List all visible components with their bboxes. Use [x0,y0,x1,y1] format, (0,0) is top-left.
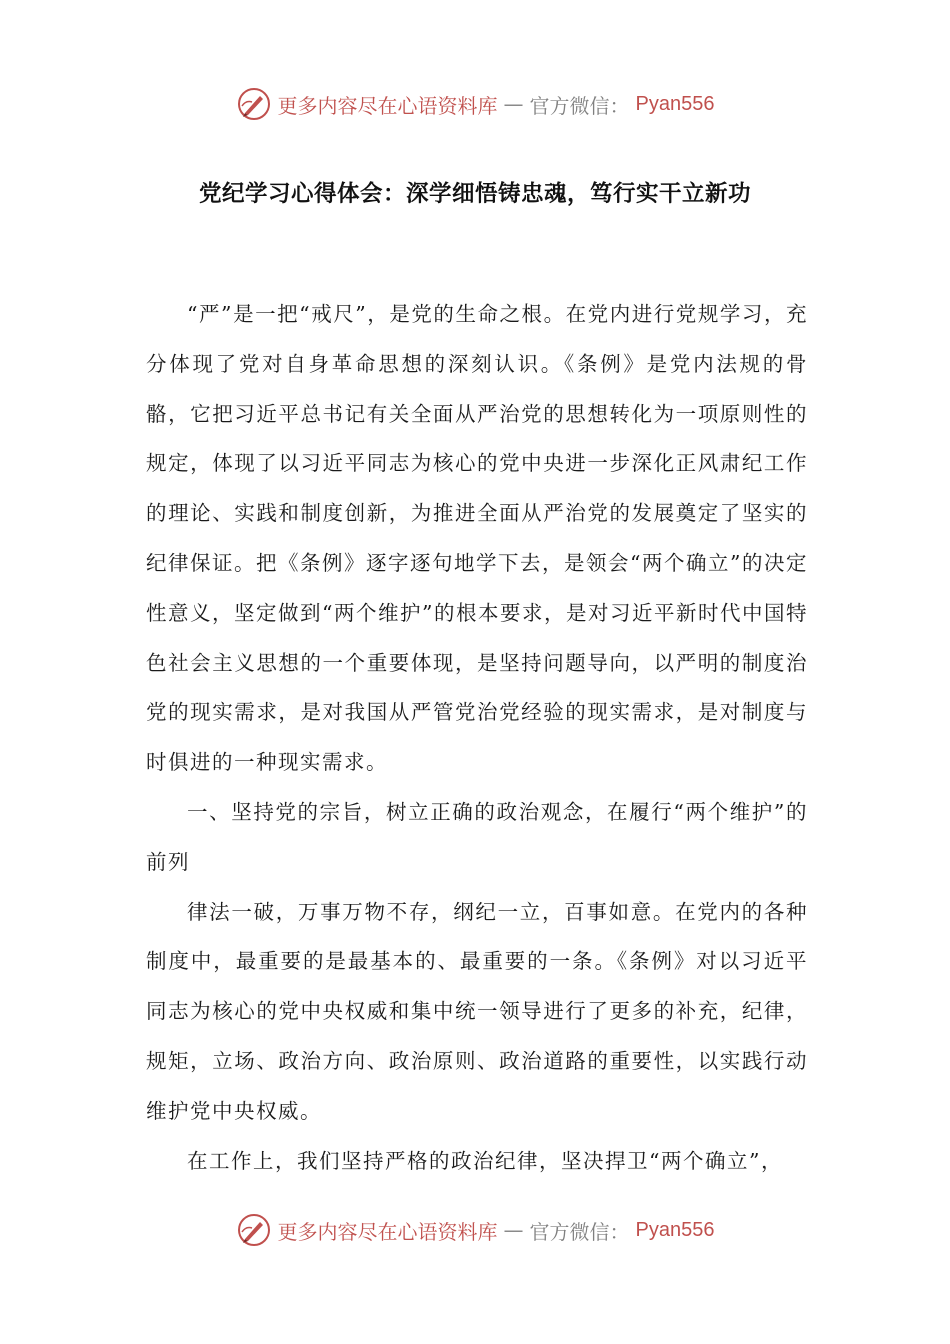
wechat-label: 官方微信： [529,93,630,118]
section-heading: 一、坚持党的宗旨，树立正确的政治观念，在履行“两个维护”的前列 [146,799,808,874]
document-title: 党纪学习心得体会：深学细悟铸忠魂，笃行实干立新功 [198,181,751,207]
paragraph: 律法一破，万事万物不存，纲纪一立，百事如意。在党内的各种制度中，最重要的是最基本的、最重要的一条。《条例》对以习近平同志为核心的党中央权威和集中统一领导进行了更多的补充，纪律，规矩，立场、政治方向、政治原则、政治道路的重要性，以实践行动维护党中央权威。 [146,899,808,1123]
banner-dash: — [503,92,524,116]
paragraph: “严”是一把“戒尺”，是党的生命之根。在党内进行党规学习，充分体现了党对自身革命思想的深刻认识。《条例》是党内法规的骨骼，它把习近平总书记有关全面从严治党的思想转化为一项原则性的规定，体现了以习近平同志为核心的党中央进一步深化正风肃纪工作的理论、实践和制度创新，为推进全面从严治党的发展奠定了坚实的纪律保证。把《条例》逐字逐句地学下去，是领会“两个确立”的决定性意义，坚定做到“两个维护”的根本要求，是对习近平新时代中国特色社会主义思想的一个重要体现，是坚持问题导向，以严明的制度治党的现实需求，是对我国从严管党治党经验的现实需求，是对制度与时俱进的一种现实需求。 [146,302,808,775]
wechat-id: Pyan556 [635,1218,715,1241]
footer-banner [0,1210,950,1250]
banner-dash: — [503,1218,524,1242]
site-name: 更多内容尽在心语资料库 [277,1219,498,1244]
wechat-label: 官方微信： [529,1219,630,1244]
header-banner [0,84,950,124]
pen-logo-icon [236,86,272,122]
paragraph: 在工作上，我们坚持严格的政治纪律，坚决捍卫“两个确立”， [187,1148,783,1173]
site-name: 更多内容尽在心语资料库 [277,93,498,118]
pen-logo-icon [236,1212,272,1248]
wechat-id: Pyan556 [635,92,715,115]
document-body [146,290,808,1186]
